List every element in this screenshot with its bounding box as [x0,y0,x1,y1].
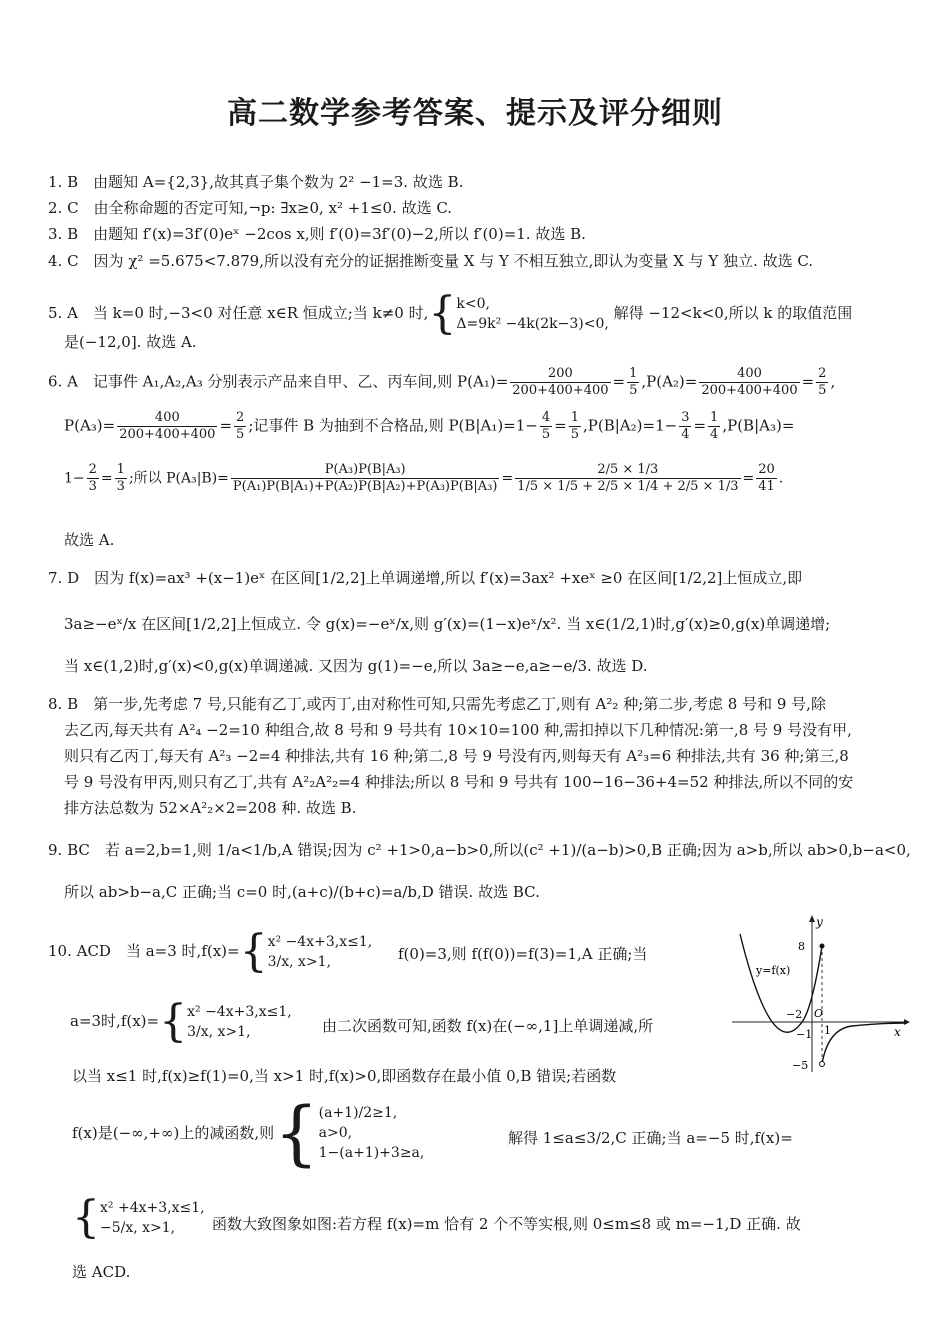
answer-6-line-1: 6. A 记事件 A₁,A₂,A₃ 分别表示产品来自甲、乙、丙车间,则 P(A₁)= $\frac{200}{200+400+400}$ = $\frac{1}{5}$ ,P(A₂)= $\frac{400}{200+400+400}$ = $\frac{2}{5}$ , [48,366,836,398]
answer-9-line-1: 9. BC 若 a=2,b=1,则 1/a<1/b,A 错误;因为 c² +1>0,a−b>0,所以(c² +1)/(a−b)>0,B 正确;因为 a>b,所以 ab>0,b−a<0, [48,841,911,859]
answer-6-text-f: ,P(B|A₃)= [722,416,795,435]
answer-8-line-2: 去乙丙,每天共有 A²₄ −2=10 种组合,故 8 号和 9 号共有 10×10=100 种,需扣掉以下几种情况:第一,8 号 9 号没有甲, [64,721,852,739]
frac-den: 5 [818,383,827,398]
frac-den: 4 [710,427,719,442]
y-label: y [816,915,823,929]
y-axis-arrow [809,915,815,922]
frac-num: 1 [116,462,125,477]
piece-2: 3/x, x>1, [187,1024,251,1040]
answer-4: 4. C 因为 χ² =5.675<7.879,所以没有充分的证据推断变量 X 与 Y 不相互独立,即认为变量 X 与 Y 独立. 故选 C. [48,252,814,270]
frac-den: 1/5 × 1/5 + 2/5 × 1/4 + 2/5 × 1/3 [517,479,739,494]
answer-5-cond-2: Δ=9k² −4k(2k−3)<0, [456,316,609,332]
piece-1: x² −4x+3,x≤1, [267,934,373,950]
answer-10-text-b: f(0)=3,则 f(f(0))=f(3)=1,A 正确;当 [398,945,648,963]
tick-minus-2: −2 [786,1008,803,1021]
frac-num: 400 [699,366,799,383]
tick-1: 1 [824,1024,831,1037]
answer-10-text-h: 函数大致图象如图:若方程 f(x)=m 恰有 2 个不等实根,则 0≤m≤8 或 m=−1,D 正确. 故 [212,1215,801,1233]
frac-num: 3 [681,410,690,425]
cond-3: 1−(a+1)+3≥a, [318,1145,425,1161]
frac-num: 400 [117,410,217,427]
frac-den: 200+400+400 [701,383,798,398]
frac-num: 1 [710,410,719,425]
function-graph [732,914,912,1074]
tick-minus-5: −5 [792,1059,809,1072]
answer-6-text-d: ;记事件 B 为抽到不合格品,则 P(B|A₁)=1− [248,416,538,435]
answer-10-line-3: 以当 x≤1 时,f(x)≥f(1)=0,当 x>1 时,f(x)>0,即函数存在最小值 0,B 错误;若函数 [72,1067,617,1085]
answer-2: 2. C 由全称命题的否定可知,¬p: ∃x≥0, x² +1≤0. 故选 C. [48,199,453,217]
answer-6-end: 故选 A. [64,531,115,549]
answer-10-text-d: 由二次函数可知,函数 f(x)在(−∞,1]上单调递减,所 [322,1017,654,1035]
frac-den: 4 [681,427,690,442]
frac-den: 5 [570,427,580,442]
answer-10-line-4: f(x)是(−∞,+∞)上的减函数,则{ (a+1)/2≥1, a>0, 1−(a+1)+3≥a, [72,1092,425,1174]
piece-2: 3/x, x>1, [267,954,332,970]
answer-7-line-1: 7. D 因为 f(x)=ax³ +(x−1)eˣ 在区间[1/2,2]上单调递增,所以 f′(x)=3ax² +xeˣ ≥0 在区间[1/2,2]上恒成立,即 [48,569,803,587]
frac-den: 200+400+400 [119,427,216,442]
frac-den: 41 [758,479,775,494]
frac-num: 2 [236,410,245,425]
answer-5: 5. A 当 k=0 时,−3<0 对任意 x∈R 恒成立;当 k≠0 时,{ k<0, Δ=9k² −4k(2k−3)<0, 解得 −12<k<0,所以 k 的取值范围 [48,288,853,339]
answer-10-line-1: 10. ACD 当 a=3 时,f(x)={ x² −4x+3,x≤1, 3/x, x>1, [48,926,373,977]
frac-den: 3 [88,479,97,494]
piece-3: x² +4x+3,x≤1, [100,1200,205,1216]
piece-4: −5/x, x>1, [100,1220,176,1236]
frac-num: 20 [758,462,775,477]
x-label: x [894,1025,901,1039]
frac-num: 1 [570,410,580,425]
answer-10-text-c: a=3时,f(x)= [70,1012,160,1030]
origin-label: O [814,1007,824,1020]
frac-num: 2 [88,462,97,477]
answer-10-text-f: f(x)是(−∞,+∞)上的减函数,则 [72,1124,275,1142]
page-title: 高二数学参考答案、提示及评分细则 [227,96,723,131]
answer-6-text-a: 6. A 记事件 A₁,A₂,A₃ 分别表示产品来自甲、乙、丙车间,则 P(A₁)= [48,372,509,391]
answer-8-line-5: 排方法总数为 52×A²₂×2=208 种. 故选 B. [64,799,357,817]
answer-10-text-a: 10. ACD 当 a=3 时,f(x)= [48,942,240,960]
answer-5-text: 5. A 当 k=0 时,−3<0 对任意 x∈R 恒成立;当 k≠0 时, [48,304,429,322]
answer-7-line-2: 3a≥−eˣ/x 在区间[1/2,2]上恒成立. 令 g(x)=−eˣ/x,则 g′(x)=(1−x)eˣ/x². 当 x∈(1/2,1)时,g′(x)≥0,g(x)单调递增; [64,615,831,633]
answer-10-end: 选 ACD. [72,1263,131,1281]
frac-num: 2 [818,366,827,381]
frac-num: 1 [629,366,638,381]
answer-7-line-3: 当 x∈(1,2)时,g′(x)<0,g(x)单调递减. 又因为 g(1)=−e,所以 3a≥−e,a≥−e/3. 故选 D. [64,657,648,675]
answer-6-text-c: P(A₃)= [64,416,116,435]
answer-10-line-2: a=3时,f(x)={ x² −4x+3,x≤1, 3/x, x>1, [70,996,292,1047]
parabola-curve [740,934,822,1032]
frac-num: P(A₃)P(B|A₃) [231,462,500,479]
answer-6-line-3: 1− $\frac{2}{3}$ = $\frac{1}{3}$ ;所以 P(A₃|B)= $\frac{\text{P(A₃)P(B|A₃)}}{\text{P(A₁)P(B|A₁)+P(A₂)P(B|A₂)+P(A₃)P(B|A₃)}}$ = $\frac{2/5 \times 1/3}{1/5 \times 1/5 + 2/5 \times 1/4 + 2/5 \times 1/3}$ = $\frac{20}{41}$ . [64,462,784,494]
frac-den: 3 [116,479,125,494]
answer-5-result: 解得 −12<k<0,所以 k 的取值范围 [613,304,853,322]
cond-2: a>0, [318,1125,353,1141]
frac-num: 2/5 × 1/3 [515,462,740,479]
tick-minus-1: −1 [796,1028,813,1041]
answer-1: 1. B 由题知 A={2,3},故其真子集个数为 2² −1=3. 故选 B. [48,173,464,191]
piece-1: x² −4x+3,x≤1, [187,1004,292,1020]
function-label: y=f(x) [756,964,791,977]
frac-den: 5 [236,427,245,442]
frac-num: 4 [541,410,551,425]
answer-6-line-2: P(A₃)= $\frac{400}{200+400+400}$ = $\frac{2}{5}$ ;记事件 B 为抽到不合格品,则 P(B|A₁)=1− $\frac{4}{5}$ = $\frac{1}{5}$ ,P(B|A₂)=1− $\frac{3}{4}$ = $\frac{1}{4}$ ,P(B|A₃)= [64,410,795,442]
answer-6-text-b: ,P(A₂)= [641,372,698,391]
frac-num: 200 [510,366,610,383]
answer-6-text-g: 1− [64,470,85,487]
cond-1: (a+1)/2≥1, [318,1105,398,1121]
frac-den: 5 [629,383,638,398]
answer-5-cont: 是(−12,0]. 故选 A. [64,333,197,351]
answer-9-line-2: 所以 ab>b−a,C 正确;当 c=0 时,(a+c)/(b+c)=a/b,D 错误. 故选 BC. [64,883,540,901]
answer-10-text-g: 解得 1≤a≤3/2,C 正确;当 a=−5 时,f(x)= [508,1129,793,1147]
x-axis-arrow [904,1019,910,1025]
tick-8: 8 [798,940,805,953]
answer-8-line-3: 则只有乙丙丁,每天有 A²₃ −2=4 种排法,共有 16 种;第二,8 号 9 号没有丙,则每天有 A²₃=6 种排法,共有 36 种;第三,8 [64,747,849,765]
answer-8-line-1: 8. B 第一步,先考虑 7 号,只能有乙丁,或丙丁,由对称性可知,只需先考虑乙丁,则有 A²₂ 种;第二步,考虑 8 号和 9 号,除 [48,695,826,713]
point-minus-5 [820,1062,825,1067]
answer-6-text-h: ;所以 P(A₃|B)= [128,470,229,487]
answer-10-line-5: { x² +4x+3,x≤1, −5/x, x>1, [72,1192,205,1243]
frac-den: P(A₁)P(B|A₁)+P(A₂)P(B|A₂)+P(A₃)P(B|A₃) [232,479,498,494]
frac-den: 5 [541,427,551,442]
answer-8-line-4: 号 9 号没有甲丙,则只有乙丁,共有 A²₂A²₂=4 种排法;所以 8 号和 9 号共有 100−16−36+4=52 种排法,所以不同的安 [64,773,854,791]
answer-3: 3. B 由题知 f′(x)=3f′(0)eˣ −2cos x,则 f′(0)=3f′(0)−2,所以 f′(0)=1. 故选 B. [48,225,586,243]
answer-6-text-e: ,P(B|A₂)=1− [583,416,678,435]
frac-den: 200+400+400 [512,383,609,398]
point-8 [820,944,825,949]
answer-5-cond-1: k<0, [456,296,490,312]
